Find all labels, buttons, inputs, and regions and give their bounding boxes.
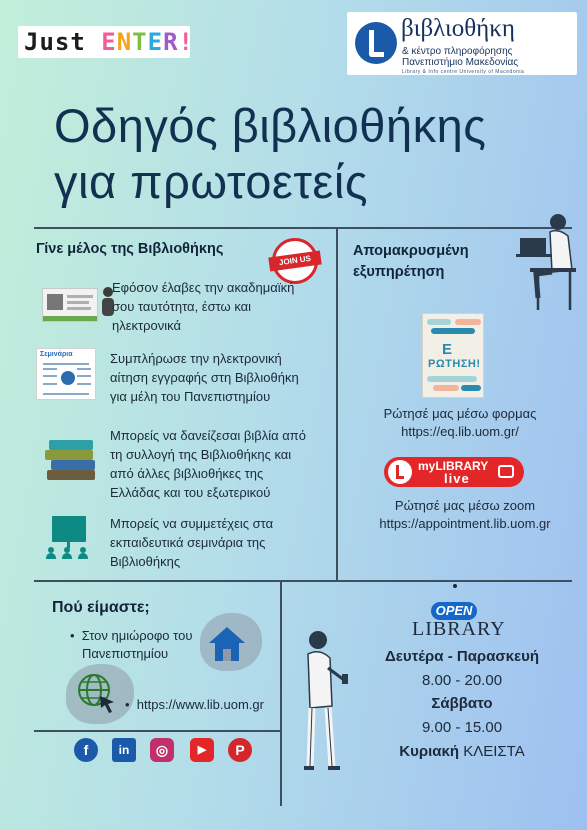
mylibrary-live-banner[interactable]: myLIBRARY live [384, 457, 524, 487]
divider-middle [34, 580, 572, 582]
weekdays-hours: 8.00 - 20.00 [421, 672, 503, 689]
membership-heading: Γίνε μέλος της Βιβλιοθήκης [36, 241, 224, 257]
website-item: • https://www.lib.uom.gr [125, 697, 264, 712]
saturday-label: Σάββατο [431, 695, 493, 712]
application-form-icon: Σεμινάρια [36, 348, 96, 400]
library-logo-line3: Πανεπιστήμιο Μακεδονίας [402, 57, 519, 68]
pinterest-icon[interactable]: P [228, 738, 252, 762]
audience-icon [78, 547, 88, 559]
membership-item-2: Συμπλήρωσε την ηλεκτρονική αίτηση εγγραφής στη Βιβλιοθήκη για μέλη του Πανεπιστημίου [110, 351, 299, 404]
library-logo-line4: Library & Info centre University of Macedonia [402, 69, 525, 75]
books-icon [45, 440, 97, 480]
zoom-link[interactable]: https://appointment.lib.uom.gr [379, 516, 551, 531]
divider-vertical-bottom [280, 580, 282, 806]
remote-service-heading: Απομακρυσμένη εξυπηρέτηση [353, 243, 469, 280]
where-heading: Πού είμαστε; [52, 599, 150, 616]
globe-cursor-icon [74, 670, 120, 716]
audience-icon [62, 547, 72, 559]
facebook-icon[interactable]: f [74, 738, 98, 762]
library-logo-name: βιβλιοθήκη [401, 15, 515, 42]
website-link[interactable]: https://www.lib.uom.gr [136, 697, 264, 712]
instagram-icon[interactable]: ◎ [150, 738, 174, 762]
weekdays-label: Δευτέρα - Παρασκευή [384, 648, 540, 665]
divider-vertical-top [336, 227, 338, 581]
youtube-icon[interactable]: ▶ [190, 738, 214, 762]
home-icon [207, 623, 247, 663]
membership-item-3: Μπορείς να δανείζεσαι βιβλία από τη συλλογή της Βιβλιοθήκης και από άλλες βιβλιοθήκες της Ελλάδας και του εξωτερικού [110, 428, 307, 500]
divider-social [34, 730, 280, 732]
phone-person-illustration [300, 628, 360, 778]
page-title: Οδηγός βιβλιοθήκης για πρωτοετείς [54, 99, 487, 208]
zoom-contact: Ρώτησέ μας μέσω zoom https://appointment.lib.uom.gr [355, 497, 575, 533]
membership-item-4: Μπορείς να συμμετέχεις στα εκπαιδευτικά σεμινάρια της Βιβλιοθήκης [110, 516, 274, 569]
library-logo-icon [355, 22, 397, 64]
laptop-person-illustration [514, 210, 580, 312]
library-logo [347, 12, 577, 75]
saturday-hours: 9.00 - 15.00 [421, 719, 503, 736]
divider-top [34, 227, 572, 229]
sunday-hours: Κυριακή ΚΛΕΙΣΤΑ [399, 743, 525, 760]
library-logo-line2: & κέντρο πληροφόρησης [402, 46, 513, 57]
library-word: LIBRARY [412, 618, 506, 640]
dot-marker [453, 584, 457, 588]
e-question-cover: Ε ΡΩΤΗΣΗ! [422, 313, 484, 398]
linkedin-icon[interactable]: in [112, 738, 136, 762]
location-item: • Στον ημιώροφο του Πανεπιστημίου [70, 628, 193, 661]
just-enter-logo: Just ENTER! [18, 26, 190, 58]
form-link[interactable]: https://eq.lib.uom.gr/ [401, 424, 519, 439]
join-us-badge: JOIN US NOW [272, 238, 318, 284]
camera-icon [498, 465, 514, 478]
membership-item-1: Εφόσον έλαβες την ακαδημαϊκή σου ταυτότητα, έστω και ηλεκτρονικά [112, 280, 295, 333]
open-badge: OPEN [431, 602, 477, 620]
audience-icon [46, 547, 56, 559]
seminar-board-icon [52, 516, 86, 542]
id-card-icon [42, 288, 98, 322]
form-contact: Ρώτησέ μας μέσω φορμας https://eq.lib.uom.gr/ [360, 405, 560, 441]
